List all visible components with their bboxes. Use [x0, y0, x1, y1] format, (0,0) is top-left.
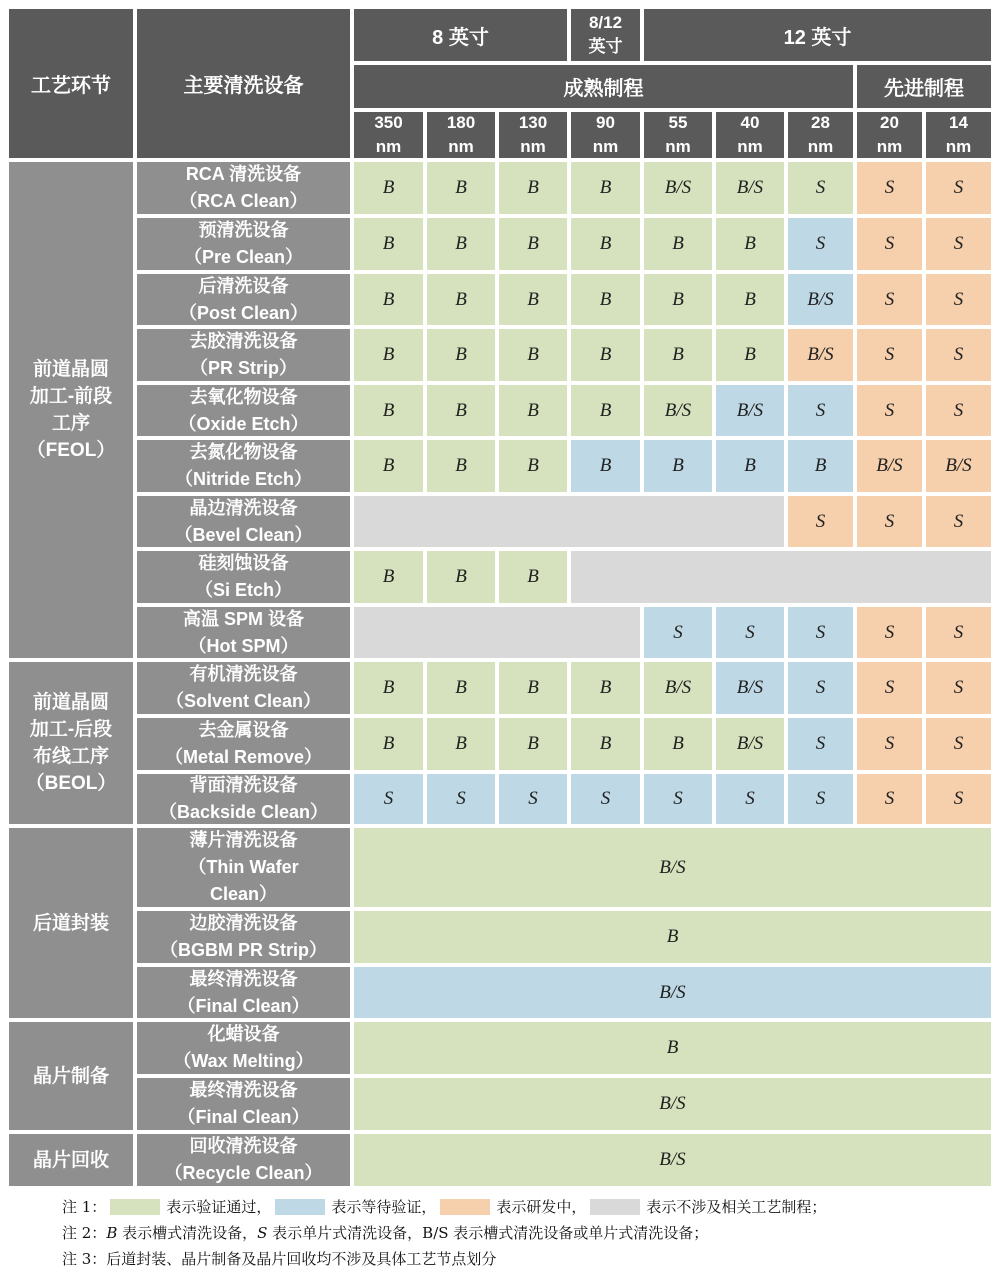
equipment-name: 去氧化物设备 （Oxide Etch） — [135, 383, 352, 438]
table-cell: B — [352, 216, 425, 272]
table-cell: B — [569, 660, 642, 716]
header-node-0: 350 nm — [352, 110, 425, 160]
table-cell: S — [924, 327, 993, 383]
table-cell: B/S — [714, 716, 786, 772]
equipment-name: 高温 SPM 设备 （Hot SPM） — [135, 605, 352, 660]
table-cell: B/S — [786, 272, 855, 327]
table-cell: B/S — [352, 965, 993, 1020]
note-2 — [62, 1220, 992, 1246]
equipment-name: 薄片清洗设备 （Thin Wafer Clean） — [135, 826, 352, 909]
header-node-8: 14 nm — [924, 110, 993, 160]
table-cell: S — [642, 605, 714, 660]
legend-pending-label: 表示等待验证， — [331, 1198, 437, 1216]
header-12-inch: 12 英寸 — [642, 7, 993, 63]
table-cell: B — [569, 327, 642, 383]
equipment-name: 最终清洗设备 （Final Clean） — [135, 1076, 352, 1132]
table-cell: S — [855, 383, 924, 438]
header-8-inch: 8 英寸 — [352, 7, 569, 63]
equipment-name: 后清洗设备 （Post Clean） — [135, 272, 352, 327]
table-cell: B/S — [642, 160, 714, 216]
legend-developing-swatch — [440, 1199, 490, 1215]
table-cell: B/S — [352, 1076, 993, 1132]
table-cell: S — [855, 772, 924, 826]
table-cell: S — [642, 772, 714, 826]
table-cell: B/S — [855, 438, 924, 494]
category-wafer-reclaim: 晶片回收 — [7, 1132, 135, 1188]
table-cell: B — [352, 327, 425, 383]
table-cell: S — [924, 160, 993, 216]
table-cell: B — [714, 272, 786, 327]
equipment-name: RCA 清洗设备 （RCA Clean） — [135, 160, 352, 216]
table-cell: B — [642, 272, 714, 327]
equipment-name: 化蜡设备 （Wax Melting） — [135, 1020, 352, 1076]
equipment-name: 晶边清洗设备 （Bevel Clean） — [135, 494, 352, 549]
equipment-name: 去氮化物设备 （Nitride Etch） — [135, 438, 352, 494]
table-cell: S — [786, 383, 855, 438]
header-mature-process: 成熟制程 — [352, 63, 855, 110]
table-cell: S — [924, 272, 993, 327]
table-cell: S — [786, 160, 855, 216]
header-node-1: 180 nm — [425, 110, 497, 160]
table-cell: B/S — [642, 383, 714, 438]
equipment-name: 硅刻蚀设备 （Si Etch） — [135, 549, 352, 605]
table-cell: B/S — [714, 160, 786, 216]
table-cell: B — [425, 549, 497, 605]
table-cell: S — [855, 716, 924, 772]
header-8-12-inch: 8/12 英寸 — [569, 7, 642, 63]
table-cell: B — [425, 438, 497, 494]
table-cell: B — [497, 383, 569, 438]
table-cell: B — [497, 716, 569, 772]
table-cell: S — [786, 494, 855, 549]
table-cell: B/S — [352, 1132, 993, 1188]
table-cell: S — [924, 383, 993, 438]
table-cell: B — [497, 160, 569, 216]
category-feol: 前道晶圆 加工-前段 工序 （FEOL） — [7, 160, 135, 660]
equipment-name: 边胶清洗设备 （BGBM PR Strip） — [135, 909, 352, 965]
header-node-6: 28 nm — [786, 110, 855, 160]
table-cell: B — [352, 272, 425, 327]
table-cell: S — [924, 216, 993, 272]
table-cell: S — [786, 660, 855, 716]
header-process: 工艺环节 — [7, 7, 135, 160]
table-cell: B — [425, 160, 497, 216]
table-cell: B/S — [714, 383, 786, 438]
table-cell: B — [425, 383, 497, 438]
header-node-5: 40 nm — [714, 110, 786, 160]
note-1-prefix: 注 1： — [62, 1198, 107, 1216]
table-cell: S — [924, 716, 993, 772]
legend-not-applicable-label: 表示不涉及相关工艺制程； — [646, 1198, 827, 1216]
table-cell: B — [642, 716, 714, 772]
table-cell: B — [352, 716, 425, 772]
table-cell: B — [714, 438, 786, 494]
table-cell: B — [425, 272, 497, 327]
table-cell: S — [855, 605, 924, 660]
table-cell: S — [497, 772, 569, 826]
note-3 — [62, 1246, 992, 1272]
table-cell: B — [569, 383, 642, 438]
table-cell: B — [569, 438, 642, 494]
legend-pending-swatch — [275, 1199, 325, 1215]
category-beol: 前道晶圆 加工-后段 布线工序 （BEOL） — [7, 660, 135, 826]
table-cell: B — [642, 216, 714, 272]
equipment-name: 去胶清洗设备 （PR Strip） — [135, 327, 352, 383]
table-cell: S — [786, 605, 855, 660]
table-notes — [62, 1194, 992, 1272]
table-cell: B — [497, 438, 569, 494]
table-cell: S — [924, 772, 993, 826]
table-cell: S — [855, 216, 924, 272]
table-cell: B — [497, 216, 569, 272]
table-cell: B — [497, 272, 569, 327]
header-equipment: 主要清洗设备 — [135, 7, 352, 160]
table-cell: S — [924, 605, 993, 660]
table-cell — [352, 605, 642, 660]
table-cell: B — [569, 160, 642, 216]
legend-not-applicable-swatch — [590, 1199, 640, 1215]
note-3-text: 注 3：后道封装、晶片制备及晶片回收均不涉及具体工艺节点划分 — [62, 1250, 497, 1268]
category-wafer-preparation: 晶片制备 — [7, 1020, 135, 1132]
note-2-s-symbol: S — [257, 1224, 268, 1242]
table-cell: B — [425, 216, 497, 272]
table-cell: B — [352, 160, 425, 216]
table-cell: B — [569, 272, 642, 327]
table-cell: S — [855, 327, 924, 383]
header-node-7: 20 nm — [855, 110, 924, 160]
table-cell: S — [569, 772, 642, 826]
table-cell: B — [642, 327, 714, 383]
table-cell: B — [714, 327, 786, 383]
table-cell: B/S — [642, 660, 714, 716]
table-cell: B — [786, 438, 855, 494]
equipment-name: 有机清洗设备 （Solvent Clean） — [135, 660, 352, 716]
header-node-2: 130 nm — [497, 110, 569, 160]
note-2-text-a: 表示槽式清洗设备， — [117, 1224, 258, 1242]
table-cell: B/S — [352, 826, 993, 909]
table-cell: S — [714, 605, 786, 660]
table-cell: S — [786, 772, 855, 826]
category-back-end-packaging: 后道封装 — [7, 826, 135, 1020]
table-cell: S — [786, 216, 855, 272]
table-cell: S — [425, 772, 497, 826]
legend-verified-label: 表示验证通过， — [166, 1198, 272, 1216]
table-cell: B — [352, 1020, 993, 1076]
equipment-name: 去金属设备 （Metal Remove） — [135, 716, 352, 772]
legend-verified-swatch — [110, 1199, 160, 1215]
table-cell: B — [714, 216, 786, 272]
note-2-b-symbol: B — [106, 1224, 118, 1242]
table-cell: B — [425, 660, 497, 716]
table-cell: B — [497, 327, 569, 383]
table-cell: B — [425, 327, 497, 383]
header-node-3: 90 nm — [569, 110, 642, 160]
table-cell — [569, 549, 993, 605]
header-node-4: 55 nm — [642, 110, 714, 160]
table-cell: B — [352, 909, 993, 965]
table-cell: B — [642, 438, 714, 494]
table-cell: S — [924, 494, 993, 549]
table-cell: B — [497, 660, 569, 716]
note-2-text-b: 表示单片式清洗设备，B/S 表示槽式清洗设备或单片式清洗设备； — [267, 1224, 709, 1242]
table-cell: B/S — [786, 327, 855, 383]
note-1 — [62, 1194, 992, 1220]
table-cell: B — [352, 383, 425, 438]
table-cell: B — [352, 438, 425, 494]
equipment-name: 背面清洗设备 （Backside Clean） — [135, 772, 352, 826]
table-cell: S — [855, 660, 924, 716]
table-cell: B — [569, 216, 642, 272]
table-cell: B — [352, 549, 425, 605]
table-cell: B — [569, 716, 642, 772]
table-cell: S — [855, 160, 924, 216]
table-cell — [352, 494, 786, 549]
table-cell: S — [855, 272, 924, 327]
note-2-prefix: 注 2： — [62, 1224, 107, 1242]
equipment-name: 回收清洗设备 （Recycle Clean） — [135, 1132, 352, 1188]
table-cell: B — [352, 660, 425, 716]
table-cell: B — [425, 716, 497, 772]
header-advanced-process: 先进制程 — [855, 63, 993, 110]
table-cell: S — [786, 716, 855, 772]
legend-developing-label: 表示研发中， — [496, 1198, 587, 1216]
table-cell: S — [855, 494, 924, 549]
equipment-name: 最终清洗设备 （Final Clean） — [135, 965, 352, 1020]
table-cell: S — [714, 772, 786, 826]
equipment-name: 预清洗设备 （Pre Clean） — [135, 216, 352, 272]
table-cell: B/S — [924, 438, 993, 494]
table-cell: B — [497, 549, 569, 605]
table-cell: S — [924, 660, 993, 716]
table-cell: B/S — [714, 660, 786, 716]
table-cell: S — [352, 772, 425, 826]
